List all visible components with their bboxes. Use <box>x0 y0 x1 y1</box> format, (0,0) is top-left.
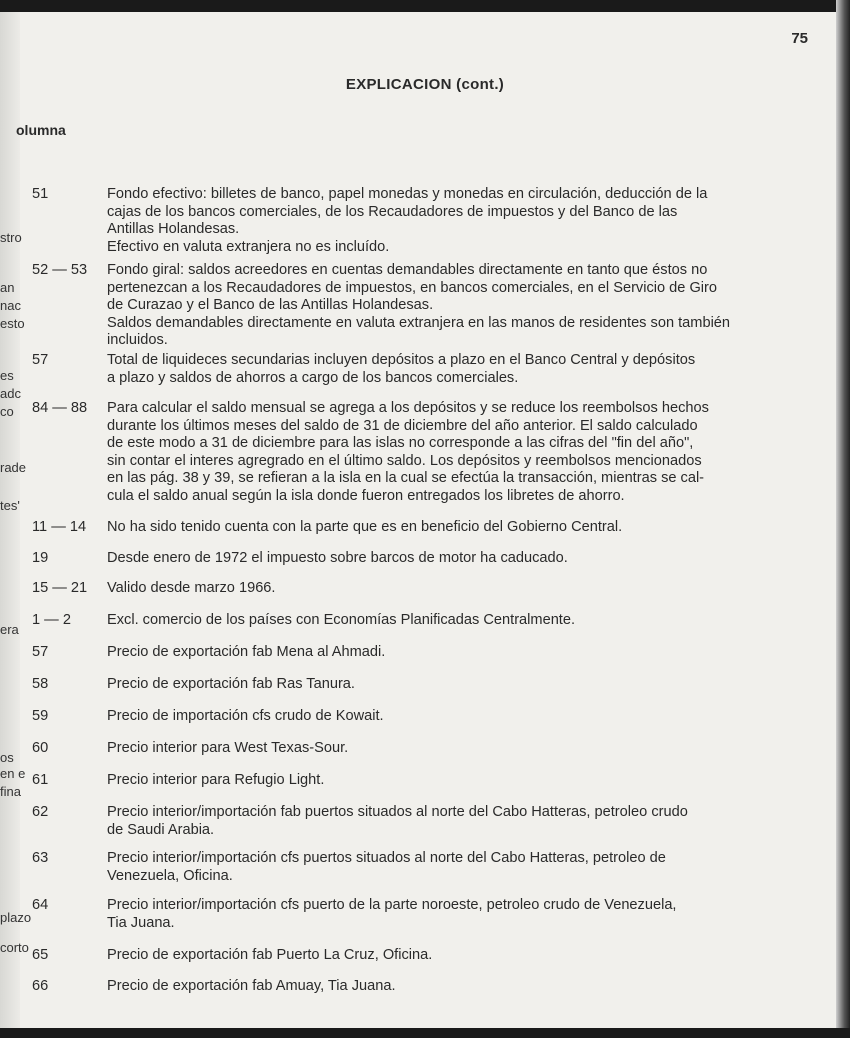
entry-text <box>107 978 792 996</box>
text-line: Precio interior/importación cfs puerto de la parte noroeste, petroleo crudo de Venezuela, <box>107 897 677 913</box>
entry-text <box>107 519 792 537</box>
column-number: 57 <box>32 644 49 660</box>
text-line: No ha sido tenido cuenta con la parte que es en beneficio del Gobierno Central. <box>107 519 623 535</box>
previous-page-fragment: stro <box>0 230 22 245</box>
entry-text <box>107 850 792 885</box>
text-line: Precio de exportación fab Amuay, Tia Juana. <box>107 978 396 994</box>
entry-text <box>107 740 792 758</box>
text-line: Desde enero de 1972 el impuesto sobre barcos de motor ha caducado. <box>107 550 568 566</box>
text-line: de Curazao y el Banco de las Antillas Holandesas. <box>107 297 434 314</box>
text-line: Efectivo en valuta extranjera no es incluído. <box>107 238 390 255</box>
text-line: sin contar el interes agregrado en el último saldo. Los depósitos y reembolsos mencionados <box>107 452 702 469</box>
text-line: Antillas Holandesas. <box>107 221 240 238</box>
entry-text <box>107 580 792 598</box>
page-number: 75 <box>791 30 808 47</box>
text-line: Precio de exportación fab Ras Tanura. <box>107 676 355 692</box>
column-number: 65 <box>32 947 49 963</box>
entry-text <box>107 186 792 256</box>
page-title: EXPLICACION (cont.) <box>345 76 505 93</box>
text-line: incluidos. <box>107 332 168 349</box>
text-line: cajas de los bancos comerciales, de los Recaudadores de impuestos y del Banco de las <box>107 203 678 220</box>
column-number: 58 <box>32 676 49 692</box>
text-line: Venezuela, Oficina. <box>107 867 233 884</box>
previous-page-edge <box>0 0 20 1038</box>
previous-page-fragment: nac <box>0 298 21 313</box>
previous-page-fragment: es <box>0 368 14 383</box>
column-number: 1 — 2 <box>32 612 71 628</box>
entry-text <box>107 804 792 839</box>
text-line: Tia Juana. <box>107 914 175 931</box>
text-line: Para calcular el saldo mensual se agrega a los depósitos y se reduce los reembolsos hechos <box>107 400 709 416</box>
text-line: Precio interior para West Texas-Sour. <box>107 740 349 756</box>
text-line: a plazo y saldos de ahorros a cargo de los bancos comerciales. <box>107 369 519 386</box>
previous-page-fragment: co <box>0 404 14 419</box>
column-number: 15 — 21 <box>32 580 88 596</box>
text-line: Precio de exportación fab Mena al Ahmadi. <box>107 644 386 660</box>
scan-top-border <box>0 0 850 12</box>
column-number: 62 <box>32 804 49 820</box>
text-line: Valido desde marzo 1966. <box>107 580 276 596</box>
column-number: 59 <box>32 708 49 724</box>
entry-text <box>107 644 792 662</box>
entry-text <box>107 708 792 726</box>
text-line: Precio interior para Refugio Light. <box>107 772 325 788</box>
previous-page-fragment: era <box>0 622 19 637</box>
previous-page-fragment: tes' <box>0 498 20 513</box>
previous-page-fragment: adc <box>0 386 21 401</box>
column-number: 60 <box>32 740 49 756</box>
previous-page-fragment: plazo <box>0 910 32 925</box>
text-line: Precio interior/importación cfs puertos situados al norte del Cabo Hatteras, petroleo de <box>107 850 666 866</box>
column-number: 61 <box>32 772 49 788</box>
column-number: 57 <box>32 352 49 368</box>
previous-page-fragment: en e <box>0 766 26 781</box>
text-line: Precio de importación cfs crudo de Kowait. <box>107 708 384 724</box>
entry-text <box>107 550 792 568</box>
text-line: en las pág. 38 y 39, se refieran a la isla en la cual se efectúa la transacción, mientras se cal- <box>107 470 705 487</box>
column-number: 52 — 53 <box>32 262 88 278</box>
previous-page-fragment: corto <box>0 940 29 955</box>
text-line: pertenezcan a los Recaudadores de impuestos, en bancos comerciales, en el Servicio de Giro <box>107 279 718 296</box>
text-line: Excl. comercio de los países con Economías Planificadas Centralmente. <box>107 612 576 628</box>
column-number: 64 <box>32 897 49 913</box>
column-number: 63 <box>32 850 49 866</box>
text-line: Total de liquideces secundarias incluyen depósitos a plazo en el Banco Central y depósitos <box>107 352 696 368</box>
text-line: durante los últimos meses del saldo de 31 de diciembre del año anterior. El saldo calculado <box>107 417 698 434</box>
entry-text <box>107 612 792 630</box>
entry-text <box>107 676 792 694</box>
column-number: 19 <box>32 550 49 566</box>
text-line: de este modo a 31 de diciembre para las islas no corresponde a las cifras del "fin del año", <box>107 435 694 452</box>
text-line: Fondo giral: saldos acreedores en cuentas demandables directamente en tanto que éstos no <box>107 262 708 278</box>
text-line: Fondo efectivo: billetes de banco, papel monedas y monedas en circulación, deducción de la <box>107 186 708 202</box>
entry-text <box>107 947 792 965</box>
previous-page-fragment: rade <box>0 460 27 475</box>
previous-page-fragment: esto <box>0 316 25 331</box>
entry-text <box>107 262 792 350</box>
text-line: Precio interior/importación fab puertos situados al norte del Cabo Hatteras, petroleo crudo <box>107 804 688 820</box>
text-line: cula el saldo anual según la isla donde fueron entregados los libretes de ahorro. <box>107 487 625 504</box>
text-line: de Saudi Arabia. <box>107 821 215 838</box>
entry-text <box>107 897 792 932</box>
previous-page-fragment: fina <box>0 784 21 799</box>
book-spine-edge <box>836 0 850 1038</box>
column-number: 84 — 88 <box>32 400 88 416</box>
entry-text <box>107 400 792 506</box>
column-header: olumna <box>16 122 66 138</box>
column-number: 51 <box>32 186 49 202</box>
text-line: Saldos demandables directamente en valuta extranjera en las manos de residentes son también <box>107 314 731 331</box>
previous-page-fragment: os <box>0 750 14 765</box>
column-number: 11 — 14 <box>32 519 87 535</box>
entry-text <box>107 352 792 387</box>
text-line: Precio de exportación fab Puerto La Cruz, Oficina. <box>107 947 433 963</box>
scan-bottom-border <box>0 1028 850 1038</box>
entry-text <box>107 772 792 790</box>
column-number: 66 <box>32 978 49 994</box>
previous-page-fragment: an <box>0 280 15 295</box>
